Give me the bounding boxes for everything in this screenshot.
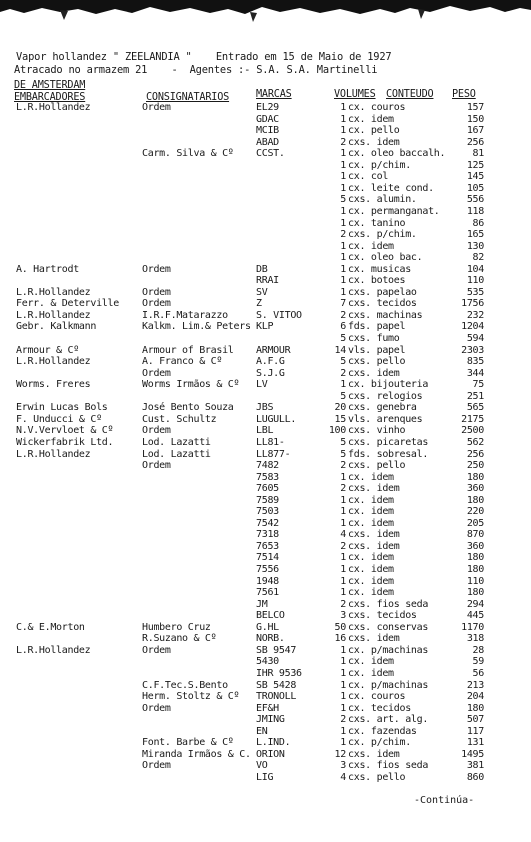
col-head-shipper-b: EMBARCADORES <box>14 92 86 103</box>
row-volumes: 5 <box>340 333 346 344</box>
row-weight: 870 <box>466 529 484 541</box>
row-marks: LV <box>256 379 268 391</box>
row-volumes: 6 <box>340 321 346 333</box>
row-marks: ORION <box>256 748 285 760</box>
row-volumes: 3 <box>340 610 346 622</box>
row-weight: 535 <box>466 286 484 298</box>
row-weight: 110 <box>466 275 484 287</box>
row-contents: cx. idem <box>348 575 394 587</box>
row-consignee: Herm. Stoltz & Cº <box>142 691 240 703</box>
row-consignee: A. Franco & Cº <box>142 356 223 368</box>
row-volumes: 14 <box>334 344 346 356</box>
row-contents: cx. couros <box>348 691 406 703</box>
row-marks: EL29 <box>256 102 279 113</box>
row-volumes: 2 <box>340 598 346 610</box>
row-volumes: 1 <box>340 148 346 160</box>
row-marks: SB 9547 <box>256 644 297 656</box>
row-shipper: N.V.Vervloet & Cº <box>16 425 114 437</box>
row-volumes: 2 <box>340 367 346 379</box>
row-weight: 130 <box>466 240 484 252</box>
row-weight: 562 <box>466 436 484 448</box>
row-marks: VO <box>256 760 268 772</box>
row-weight: 118 <box>466 205 484 217</box>
row-marks: EF&H <box>256 702 279 714</box>
row-weight: 204 <box>466 691 484 703</box>
row-weight: 360 <box>466 483 484 495</box>
row-consignee: Ordem <box>142 102 171 113</box>
row-weight: 2175 <box>461 413 484 425</box>
berth-line: Atracado no armazem 21 - Agentes :- S.A. S.A. Martinelli <box>14 64 378 76</box>
row-contents: cxs. idem <box>348 633 400 645</box>
row-consignee: Ordem <box>142 298 171 310</box>
row-contents: cx. idem <box>348 667 394 679</box>
row-marks: DB <box>256 263 268 275</box>
row-weight: 28 <box>472 644 484 656</box>
row-weight: 256 <box>466 448 484 460</box>
row-weight: 318 <box>466 633 484 645</box>
row-volumes: 1 <box>340 564 346 575</box>
row-shipper: L.R.Hollandez <box>16 356 91 368</box>
col-head-shipper-a: DE AMSTERDAM <box>14 80 86 91</box>
row-contents: cx. oleo bac. <box>348 252 423 264</box>
row-shipper: C.& E.Morton <box>16 621 85 633</box>
row-weight: 232 <box>466 309 484 321</box>
row-weight: 2500 <box>461 425 484 437</box>
row-contents: cxs. p/chim. <box>348 229 417 241</box>
row-weight: 250 <box>466 460 484 472</box>
row-marks: LUGULL. <box>256 413 297 425</box>
row-weight: 180 <box>466 494 484 506</box>
row-consignee: Lod. Lazatti <box>142 448 211 460</box>
row-consignee: Miranda Irmãos & C. <box>142 748 251 760</box>
row-shipper: L.R.Hollandez <box>16 102 91 113</box>
row-contents: vls. papel <box>348 344 406 356</box>
row-contents: cxs. fios seda <box>348 760 429 772</box>
row-shipper: Erwin Lucas Bols <box>16 402 108 414</box>
row-marks: LIG <box>256 771 274 783</box>
row-contents: cx. idem <box>348 564 394 575</box>
row-marks: EN <box>256 725 268 737</box>
row-weight: 213 <box>466 679 484 691</box>
col-head-contents: CONTEUDO <box>386 89 434 100</box>
row-marks: GDAC <box>256 113 279 125</box>
row-weight: 556 <box>466 194 484 206</box>
row-shipper: A. Hartrodt <box>16 263 79 275</box>
row-consignee: Carm. Silva & Cº <box>142 148 234 160</box>
row-volumes: 5 <box>340 390 346 402</box>
row-volumes: 7 <box>340 298 346 310</box>
row-weight: 125 <box>466 159 484 171</box>
row-marks: RRAI <box>256 275 279 287</box>
row-volumes: 15 <box>334 413 346 425</box>
row-marks: 7556 <box>256 564 279 575</box>
row-consignee: Ordem <box>142 286 171 298</box>
vessel-line: Vapor hollandez " ZEELANDIA " Entrado em 15 de Maio de 1927 <box>16 51 392 63</box>
row-marks: 7561 <box>256 587 279 599</box>
row-volumes: 1 <box>340 667 346 679</box>
row-shipper: L.R.Hollandez <box>16 309 91 321</box>
row-weight: 360 <box>466 540 484 552</box>
row-marks: 7653 <box>256 540 279 552</box>
row-volumes: 2 <box>340 136 346 148</box>
row-marks: IHR 9536 <box>256 667 302 679</box>
col-head-volumes: VOLUMES <box>334 89 376 100</box>
row-marks: ABAD <box>256 136 279 148</box>
row-consignee: Ordem <box>142 263 171 275</box>
row-weight: 251 <box>466 390 484 402</box>
row-weight: 105 <box>466 182 484 194</box>
row-weight: 86 <box>472 217 484 229</box>
row-weight: 145 <box>466 171 484 183</box>
row-marks: NORB. <box>256 633 285 645</box>
row-contents: cxs. tecidos <box>348 298 417 310</box>
row-volumes: 2 <box>340 460 346 472</box>
row-shipper: L.R.Hollandez <box>16 286 91 298</box>
row-contents: cxs. conservas <box>348 621 429 633</box>
row-contents: cx. tecidos <box>348 702 411 714</box>
row-volumes: 1 <box>340 263 346 275</box>
row-weight: 220 <box>466 506 484 518</box>
row-volumes: 2 <box>340 309 346 321</box>
row-volumes: 50 <box>334 621 346 633</box>
row-volumes: 1 <box>340 275 346 287</box>
row-volumes: 1 <box>340 656 346 668</box>
row-volumes: 4 <box>340 771 346 783</box>
row-contents: cxs. fumo <box>348 333 400 344</box>
row-marks: 7482 <box>256 460 279 472</box>
row-volumes: 1 <box>340 575 346 587</box>
row-consignee: Ordem <box>142 367 171 379</box>
row-contents: cxs. relogios <box>348 390 423 402</box>
row-contents: cx. musicas <box>348 263 411 275</box>
row-contents: cxs. fios seda <box>348 598 429 610</box>
row-volumes: 2 <box>340 229 346 241</box>
row-volumes: 1 <box>340 725 346 737</box>
row-volumes: 1 <box>340 240 346 252</box>
row-contents: cxs. machinas <box>348 309 423 321</box>
row-volumes: 5 <box>340 194 346 206</box>
row-marks: TRONOLL <box>256 691 297 703</box>
row-weight: 1495 <box>461 748 484 760</box>
row-volumes: 1 <box>340 286 346 298</box>
row-contents: cxs. pello <box>348 460 406 472</box>
row-marks: 7583 <box>256 471 279 483</box>
row-marks: MCIB <box>256 125 279 137</box>
row-weight: 381 <box>466 760 484 772</box>
row-marks: 7503 <box>256 506 279 518</box>
row-marks: BELCO <box>256 610 285 622</box>
row-weight: 56 <box>472 667 484 679</box>
row-weight: 180 <box>466 564 484 575</box>
row-consignee: Lod. Lazatti <box>142 436 211 448</box>
row-consignee: Ordem <box>142 460 171 472</box>
row-volumes: 1 <box>340 171 346 183</box>
row-contents: cxs. idem <box>348 748 400 760</box>
row-contents: cx. idem <box>348 113 394 125</box>
row-shipper: L.R.Hollandez <box>16 448 91 460</box>
continua-note: -Continúa- <box>414 795 475 806</box>
row-contents: cxs. picaretas <box>348 436 429 448</box>
row-weight: 59 <box>472 656 484 668</box>
row-contents: cxs. idem <box>348 529 400 541</box>
row-marks: JM <box>256 598 268 610</box>
row-contents: cxs. tecidos <box>348 610 417 622</box>
row-volumes: 4 <box>340 529 346 541</box>
row-contents: cx. oleo baccalh. <box>348 148 446 160</box>
row-contents: cxs. alumin. <box>348 194 417 206</box>
row-weight: 860 <box>466 771 484 783</box>
row-shipper: Ferr. & Deterville <box>16 298 119 310</box>
row-marks: 5430 <box>256 656 279 668</box>
row-weight: 507 <box>466 714 484 726</box>
row-marks: LL877- <box>256 448 291 460</box>
row-contents: cx. leite cond. <box>348 182 434 194</box>
row-consignee: R.Suzano & Cº <box>142 633 217 645</box>
row-weight: 294 <box>466 598 484 610</box>
row-weight: 82 <box>472 252 484 264</box>
row-weight: 117 <box>466 725 484 737</box>
row-marks: 7514 <box>256 552 279 564</box>
row-marks: JBS <box>256 402 274 414</box>
row-consignee: Font. Barbe & Cº <box>142 737 234 749</box>
row-consignee: Ordem <box>142 702 171 714</box>
row-consignee: Kalkm. Lim.& Peters <box>142 321 251 333</box>
torn-page-edge <box>0 0 531 26</box>
row-weight: 150 <box>466 113 484 125</box>
row-weight: 104 <box>466 263 484 275</box>
row-volumes: 1 <box>340 517 346 529</box>
row-weight: 256 <box>466 136 484 148</box>
row-volumes: 1 <box>340 494 346 506</box>
row-weight: 2303 <box>461 344 484 356</box>
row-volumes: 1 <box>340 644 346 656</box>
row-contents: cxs. pello <box>348 356 406 368</box>
row-marks: S.J.G <box>256 367 285 379</box>
row-volumes: 2 <box>340 714 346 726</box>
row-contents: cx. permanganat. <box>348 205 440 217</box>
row-volumes: 1 <box>340 159 346 171</box>
row-weight: 75 <box>472 379 484 391</box>
row-weight: 180 <box>466 552 484 564</box>
row-volumes: 1 <box>340 552 346 564</box>
row-consignee: Ordem <box>142 425 171 437</box>
row-contents: cx. bijouteria <box>348 379 429 391</box>
row-contents: cxs. idem <box>348 367 400 379</box>
row-marks: ARMOUR <box>256 344 291 356</box>
row-consignee: Armour of Brasil <box>142 344 234 356</box>
row-shipper: Wickerfabrik Ltd. <box>16 436 114 448</box>
row-contents: cx. idem <box>348 494 394 506</box>
row-weight: 445 <box>466 610 484 622</box>
row-consignee: Ordem <box>142 644 171 656</box>
row-contents: cx. fazendas <box>348 725 417 737</box>
row-weight: 835 <box>466 356 484 368</box>
row-contents: cx. p/chim. <box>348 159 411 171</box>
row-weight: 565 <box>466 402 484 414</box>
row-marks: CCST. <box>256 148 285 160</box>
row-contents: cx. idem <box>348 587 394 599</box>
row-volumes: 1 <box>340 471 346 483</box>
row-contents: cx. idem <box>348 471 394 483</box>
row-contents: cx. couros <box>348 102 406 113</box>
row-marks: SB 5428 <box>256 679 297 691</box>
row-volumes: 12 <box>334 748 346 760</box>
row-contents: cxs. vinho <box>348 425 406 437</box>
row-consignee: C.F.Tec.S.Bento <box>142 679 228 691</box>
row-contents: fds. papel <box>348 321 406 333</box>
row-contents: cxs. idem <box>348 483 400 495</box>
row-weight: 167 <box>466 125 484 137</box>
row-marks: A.F.G <box>256 356 285 368</box>
row-weight: 1204 <box>461 321 484 333</box>
row-marks: 7589 <box>256 494 279 506</box>
row-volumes: 1 <box>340 102 346 113</box>
row-volumes: 3 <box>340 760 346 772</box>
row-volumes: 1 <box>340 737 346 749</box>
row-marks: 7605 <box>256 483 279 495</box>
row-contents: cxs. genebra <box>348 402 417 414</box>
col-head-marks: MARCAS <box>256 89 292 100</box>
row-contents: cx. idem <box>348 240 394 252</box>
row-contents: cx. col <box>348 171 389 183</box>
row-marks: 1948 <box>256 575 279 587</box>
col-head-weight: PESO <box>452 89 476 100</box>
row-volumes: 1 <box>340 506 346 518</box>
row-contents: cxs. art. alg. <box>348 714 429 726</box>
row-weight: 1170 <box>461 621 484 633</box>
row-consignee: José Bento Souza <box>142 402 234 414</box>
row-contents: cx. idem <box>348 552 394 564</box>
row-shipper: F. Unducci & Cº <box>16 413 102 425</box>
row-weight: 110 <box>466 575 484 587</box>
row-contents: cxs. idem <box>348 540 400 552</box>
row-volumes: 20 <box>334 402 346 414</box>
row-weight: 131 <box>466 737 484 749</box>
row-volumes: 100 <box>328 425 346 437</box>
row-weight: 180 <box>466 702 484 714</box>
row-contents: cx. botoes <box>348 275 406 287</box>
row-marks: LBL <box>256 425 274 437</box>
row-volumes: 1 <box>340 379 346 391</box>
row-weight: 81 <box>472 148 484 160</box>
row-volumes: 1 <box>340 182 346 194</box>
row-contents: cx. p/machinas <box>348 644 429 656</box>
row-weight: 165 <box>466 229 484 241</box>
row-volumes: 1 <box>340 125 346 137</box>
row-weight: 157 <box>466 102 484 113</box>
row-volumes: 2 <box>340 540 346 552</box>
row-contents: cx. tanino <box>348 217 406 229</box>
row-marks: S. VITOO <box>256 309 302 321</box>
row-marks: Z <box>256 298 262 310</box>
row-volumes: 2 <box>340 483 346 495</box>
row-contents: cx. idem <box>348 656 394 668</box>
row-volumes: 1 <box>340 702 346 714</box>
row-contents: cx. idem <box>348 506 394 518</box>
col-head-consignee: CONSIGNATARIOS <box>146 92 230 103</box>
row-shipper: Armour & Cº <box>16 344 79 356</box>
row-volumes: 5 <box>340 448 346 460</box>
row-contents: fds. sobresal. <box>348 448 429 460</box>
row-volumes: 1 <box>340 205 346 217</box>
row-consignee: I.R.F.Matarazzo <box>142 309 228 321</box>
row-volumes: 1 <box>340 691 346 703</box>
row-consignee: Worms Irmãos & Cº <box>142 379 240 391</box>
row-marks: SV <box>256 286 268 298</box>
row-volumes: 16 <box>334 633 346 645</box>
row-volumes: 1 <box>340 679 346 691</box>
row-volumes: 5 <box>340 356 346 368</box>
row-consignee: Ordem <box>142 760 171 772</box>
row-marks: 7542 <box>256 517 279 529</box>
row-marks: G.HL <box>256 621 279 633</box>
row-contents: cxs. papelao <box>348 286 417 298</box>
row-marks: JMING <box>256 714 285 726</box>
row-volumes: 1 <box>340 587 346 599</box>
row-contents: cx. idem <box>348 517 394 529</box>
row-weight: 180 <box>466 471 484 483</box>
row-volumes: 1 <box>340 252 346 264</box>
row-contents: cx. p/chim. <box>348 737 411 749</box>
row-weight: 344 <box>466 367 484 379</box>
row-marks: 7318 <box>256 529 279 541</box>
row-contents: vls. arenques <box>348 413 423 425</box>
row-volumes: 5 <box>340 436 346 448</box>
row-contents: cx. p/machinas <box>348 679 429 691</box>
row-contents: cxs. pello <box>348 771 406 783</box>
row-consignee: Cust. Schultz <box>142 413 217 425</box>
row-shipper: Gebr. Kalkmann <box>16 321 97 333</box>
row-volumes: 1 <box>340 217 346 229</box>
row-weight: 594 <box>466 333 484 344</box>
row-weight: 205 <box>466 517 484 529</box>
row-shipper: L.R.Hollandez <box>16 644 91 656</box>
row-shipper: Worms. Freres <box>16 379 91 391</box>
row-contents: cx. pello <box>348 125 400 137</box>
row-weight: 180 <box>466 587 484 599</box>
row-marks: KLP <box>256 321 274 333</box>
row-marks: L.IND. <box>256 737 291 749</box>
row-weight: 1756 <box>461 298 484 310</box>
row-volumes: 1 <box>340 113 346 125</box>
row-marks: LL81- <box>256 436 285 448</box>
row-contents: cxs. idem <box>348 136 400 148</box>
row-consignee: Humbero Cruz <box>142 621 211 633</box>
